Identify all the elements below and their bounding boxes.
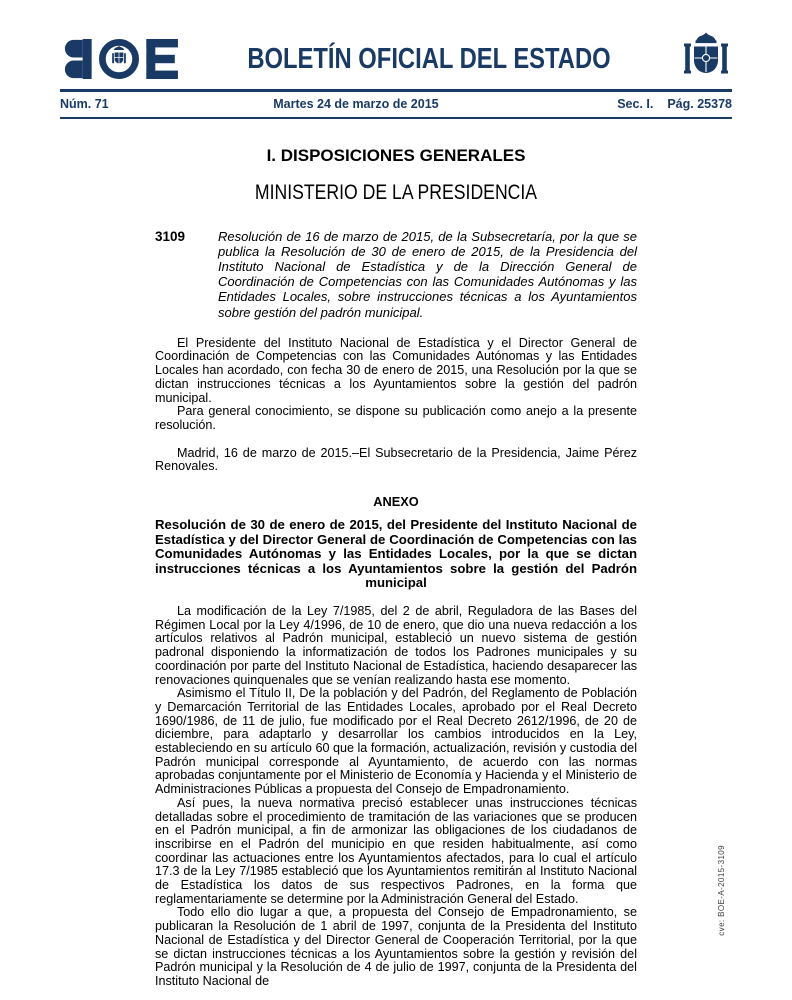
signature-paragraph: Madrid, 16 de marzo de 2015.–El Subsecretario de la Presidencia, Jaime Pérez Renovales.: [155, 445, 637, 474]
page-ref: Pág. 25378: [667, 97, 732, 111]
annex-heading: Resolución de 30 de enero de 2015, del Presidente del Instituto Nacional de Estadística y del Director General de Coordinación de Competencias con las Comunidades Autónomas y las Entidades Locales, por la que se dictan instrucciones técnicas a los Ayuntamientos sobre la gestión del Padrón municipal: [155, 517, 637, 591]
spanish-coat-of-arms-icon: [680, 31, 732, 87]
section-title: I. DISPOSICIONES GENERALES: [266, 145, 526, 165]
annex-paragraph: La modificación de la Ley 7/1985, del 2 de abril, Reguladora de las Bases del Régimen Local por la Ley 4/1996, de 10 de enero, que dio una nueva redacción a los artículos relativos al Padrón municipal, estableció un nuevo sistema de gestión padronal disponiendo la informatización de todos los Padrones municipales y su coordinación por parte del Instituto Nacional de Estadística, haciendo desaparecer las renovaciones quinquenales que se venían realizando hasta ese momento.: [155, 604, 637, 687]
intro-paragraph: Para general conocimiento, se dispone su publicación como anejo a la presente resolución.: [155, 404, 637, 432]
ministry-title: MINISTERIO DE LA PRESIDENCIA: [254, 179, 538, 204]
annex-paragraph: Así pues, la nueva normativa precisó establecer unas instrucciones técnicas detalladas sobre el procedimiento de tramitación de las variaciones que se producen en el Padrón municipal, a fin de armonizar las obligaciones de los ciudadanos de inscribirse en el Padrón del municipio en que residen habitualmente, así como coordinar las actuaciones entre los Ayuntamientos afectados, para lo cual el artículo 17.3 de la Ley 7/1985 estableció que los Ayuntamientos remitirán al Instituto Nacional de Estadística los datos de sus respectivos Padrones, en la forma que reglamentariamente se determine por la Administración General del Estado.: [155, 795, 637, 906]
boe-logo-icon: [60, 39, 178, 79]
annex-paragraph: Asimismo el Título II, De la población y del Padrón, del Reglamento de Población y Demarcación Territorial de las Entidades Locales, aprobado por el Real Decreto 1690/1986, de 11 de julio, fue modificado por el Real Decreto 2612/1996, de 20 de diciembre, para adaptarlo y desarrollar los cambios introducidos en la Ley, estableciendo en su artículo 60 que la formación, actualización, revisión y custodia del Padrón municipal corresponde al Ayuntamiento, de acuerdo con las normas aprobadas conjuntamente por el Ministerio de Economía y Hacienda y el Ministerio de Administraciones Públicas a propuesta del Consejo de Empadronamiento.: [155, 686, 637, 797]
document-body: [155, 146, 637, 989]
annex-label: ANEXO: [373, 494, 419, 510]
disposition-header: [155, 229, 637, 320]
disposition-summary: Resolución de 16 de marzo de 2015, de la Subsecretaría, por la que se publica la Resolución de 30 de enero de 2015, de la Presidencia del Instituto Nacional de Estadística y de la Dirección General de Coordinación de Competencias con las Comunidades Autónomas y las Entidades Locales, sobre instrucciones técnicas a los Ayuntamientos sobre gestión del padrón municipal.: [218, 228, 637, 320]
annex-paragraph: Todo ello dio lugar a que, a propuesta del Consejo de Empadronamiento, se publicaran la Resolución de 1 abril de 1997, conjunta de la Presidenta del Instituto Nacional de Estadística y del Director General de Cooperación Territorial, por la que se dictan instrucciones técnicas a los Ayuntamientos sobre la gestión y revisión del Padrón municipal y la Resolución de 4 de julio de 1997, conjunta de la Presidenta del Instituto Nacional de: [155, 905, 637, 988]
section-page-ref: [603, 97, 732, 111]
gazette-title: BOLETÍN OFICIAL DEL ESTADO: [247, 42, 611, 75]
intro-paragraph: El Presidente del Instituto Nacional de Estadística y el Director General de Coordinación de Competencias con las Comunidades Autónomas y las Entidades Locales han acordado, con fecha 30 de enero de 2015, una Resolución por la que se dictan instrucciones técnicas a los Ayuntamientos sobre la gestión del padrón municipal.: [155, 335, 637, 405]
issue-date: Martes 24 de marzo de 2015: [273, 97, 439, 111]
issue-info-bar: [60, 92, 732, 117]
disposition-number: 3109: [155, 228, 186, 244]
issue-number: Núm. 71: [60, 97, 109, 111]
cve-code: cve: BOE-A-2015-3109: [717, 845, 726, 936]
masthead: [60, 0, 732, 87]
section-ref: Sec. I.: [617, 97, 654, 111]
divider-thin: [60, 117, 732, 119]
